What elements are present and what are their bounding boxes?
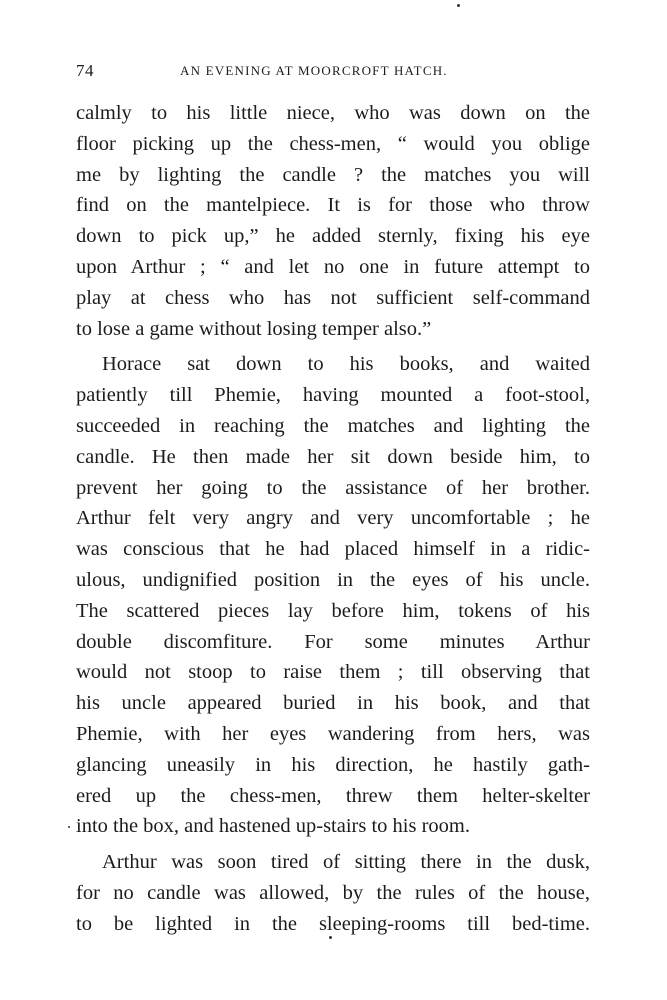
text-line: ered up the chess-men, threw them helter-skelter [76,784,590,807]
body-text [76,98,590,940]
text-line: upon Arthur ; “ and let no one in future attempt to [76,255,590,278]
text-line: succeeded in reaching the matches and lighting the [76,414,590,437]
text-line: double discomfiture. For some minutes Arthur [76,630,590,653]
text-line: down to pick up,” he added sternly, fixing his eye [76,225,590,248]
running-title: AN EVENING AT MOORCROFT HATCH. [180,63,448,78]
text-line: to lose a game without losing temper also.” [76,317,432,340]
print-speck [68,826,70,828]
page-number: 74 [76,61,94,80]
text-line: patiently till Phemie, having mounted a foot-stool, [76,384,590,407]
paragraph-3 [76,847,590,939]
running-head [76,61,590,83]
text-line: Horace sat down to his books, and waited [102,353,590,376]
text-line: floor picking up the chess-men, “ would you oblige [76,132,590,155]
text-line: Arthur was soon tired of sitting there in the dusk, [102,851,590,874]
text-line: Phemie, with her eyes wandering from hers, was [76,722,590,745]
text-line: prevent her going to the assistance of her brother. [76,476,590,499]
text-line: for no candle was allowed, by the rules of the house, [76,881,590,904]
text-line: his uncle appeared buried in his book, and that [76,692,590,715]
print-speck [329,936,332,939]
text-line: would not stoop to raise them ; till observing that [76,661,590,684]
text-line: was conscious that he had placed himself in a ridic- [76,538,590,561]
text-line: find on the mantelpiece. It is for those who throw [76,194,590,217]
text-line: The scattered pieces lay before him, tokens of his [76,599,590,622]
text-line: play at chess who has not sufficient self-command [76,286,590,309]
paragraph-2 [76,349,590,842]
text-line: me by lighting the candle ? the matches you will [76,163,590,186]
text-line: into the box, and hastened up-stairs to his room. [76,815,470,838]
text-line: ulous, undignified position in the eyes of his uncle. [76,568,590,591]
print-speck [457,4,460,7]
text-line: to be lighted in the sleeping-rooms till bed-time. [76,912,590,935]
paragraph-1 [76,98,590,344]
text-line: glancing uneasily in his direction, he hastily gath- [76,753,590,776]
text-line: candle. He then made her sit down beside him, to [76,445,590,468]
text-line: calmly to his little niece, who was down on the [76,102,590,124]
text-line: Arthur felt very angry and very uncomfortable ; he [76,507,590,530]
